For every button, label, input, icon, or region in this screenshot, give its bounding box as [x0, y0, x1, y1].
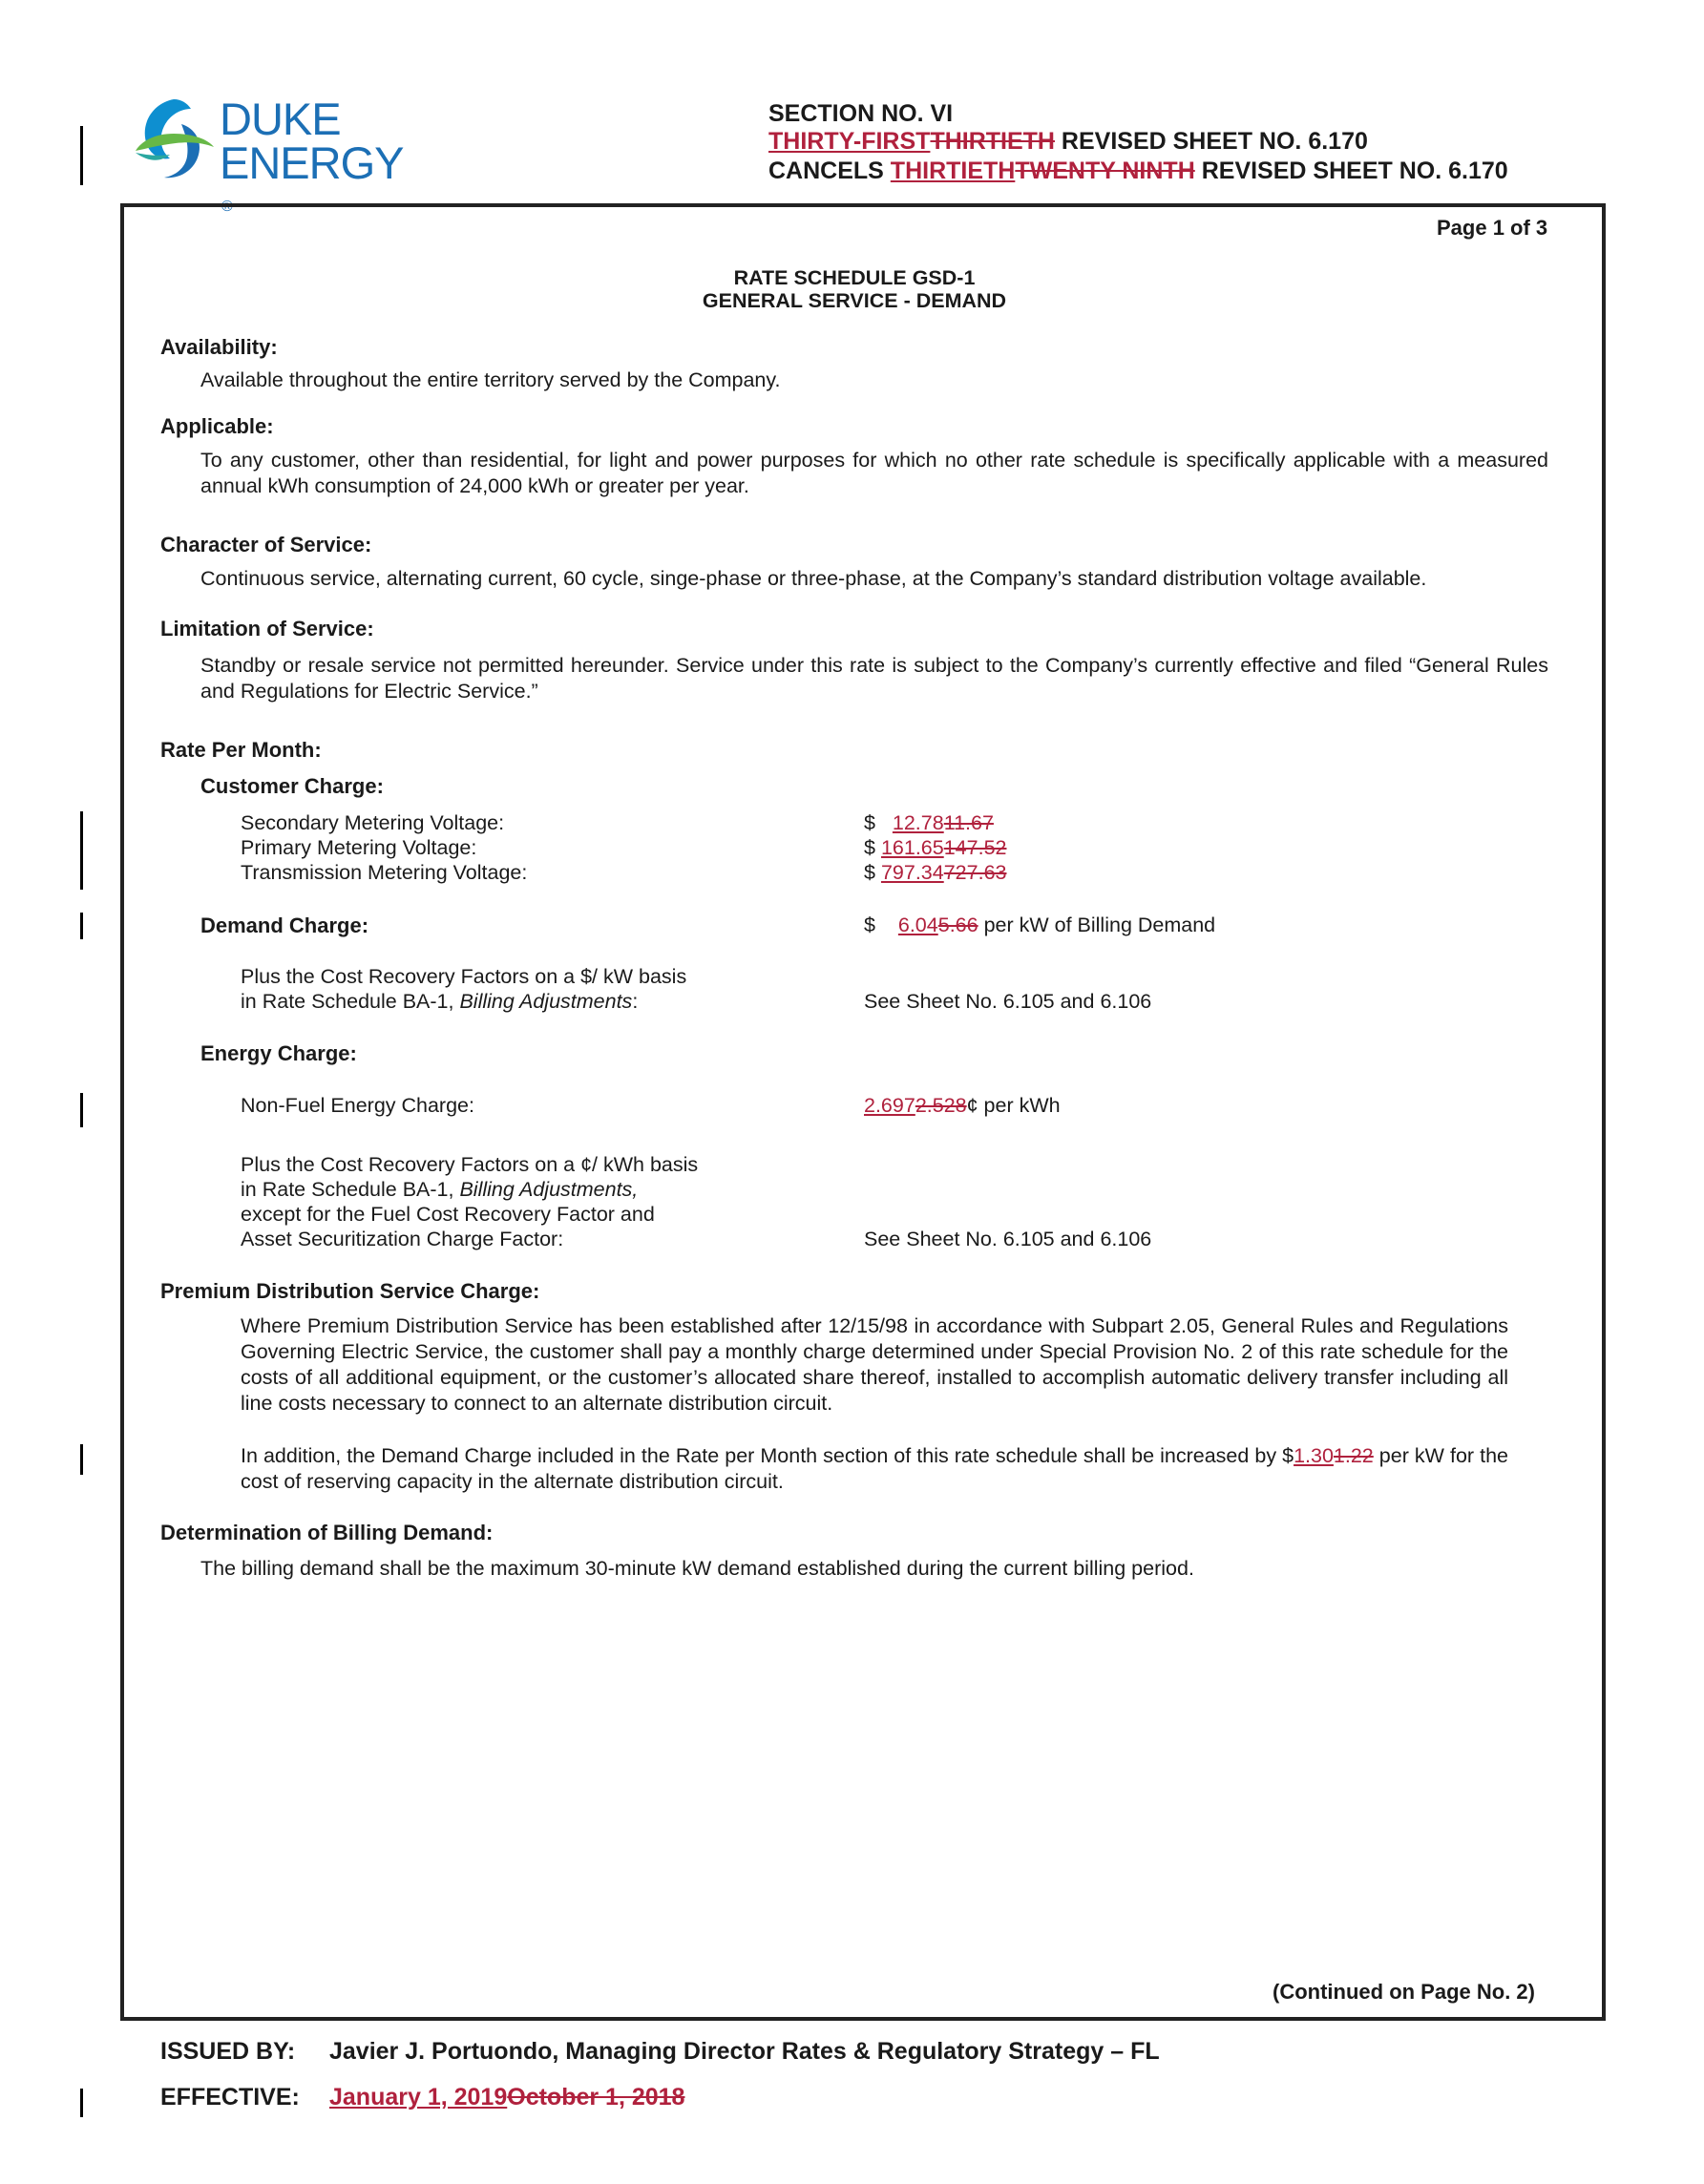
energy-charge-heading: Energy Charge:: [200, 1041, 357, 1065]
primary-label: Primary Metering Voltage:: [241, 836, 477, 859]
sheet-del: THIRTIETH: [930, 128, 1055, 155]
nonfuel-label: Non-Fuel Energy Charge:: [241, 1094, 474, 1117]
page-label: Page 1 of 3: [1437, 216, 1548, 240]
availability-text: Available throughout the entire territory served by the Company.: [200, 368, 781, 391]
logo-line2: ENERGY: [220, 137, 404, 188]
revision-bar: [80, 811, 83, 890]
plus-text: in Rate Schedule BA-1,: [241, 1178, 460, 1201]
demand-see-sheet: See Sheet No. 6.105 and 6.106: [864, 990, 1152, 1013]
effective-label: EFFECTIVE:: [160, 2084, 300, 2110]
energy-unit: ¢ per kWh: [966, 1094, 1061, 1117]
currency-symbol: $: [864, 836, 875, 859]
value-del: 727.63: [943, 861, 1007, 884]
issued-label: ISSUED BY:: [160, 2038, 296, 2065]
value-ins: 2.697: [864, 1094, 915, 1117]
cancels-line: [768, 158, 1508, 185]
transmission-value: [864, 860, 1006, 886]
effective-value: [329, 2084, 684, 2111]
character-text: Continuous service, alternating current, 60 cycle, singe-phase or three-phase, at the Company’s standard distribution voltage available.: [200, 567, 1427, 590]
limitation-text: Standby or resale service not permitted hereunder. Service under this rate is subject to the Company’s currently effective and filed “General Rules and Regulations for Electric Service.”: [200, 654, 1548, 703]
schedule-subtitle: GENERAL SERVICE - DEMAND: [702, 289, 1007, 312]
revision-bar: [80, 1444, 83, 1475]
applicable-text: To any customer, other than residential, for light and power purposes for which no other rate schedule is specifically applicable with a measured annual kWh consumption of 24,000 kWh or greater per year.: [200, 449, 1548, 497]
revision-bar: [80, 2089, 83, 2117]
value-del: 11.67: [943, 811, 994, 834]
value-del: 1.22: [1333, 1444, 1374, 1467]
demand-charge-value: [864, 913, 1215, 938]
premium-para2: [241, 1443, 1508, 1495]
demand-plus-line2: [241, 989, 638, 1015]
demand-plus-line1: Plus the Cost Recovery Factors on a $/ kW basis: [241, 965, 687, 988]
revision-bar: [80, 1093, 83, 1127]
limitation-heading: Limitation of Service:: [160, 617, 374, 640]
duke-energy-logo-icon: [132, 95, 218, 187]
continued-note: (Continued on Page No. 2): [1273, 1980, 1535, 2004]
premium-heading: Premium Distribution Service Charge:: [160, 1279, 540, 1303]
premium-para1: Where Premium Distribution Service has been established after 12/15/98 in accordance with Subpart 2.05, General Rules and Regulations Governing Electric Service, the customer shall pay a monthly charge determined under Special Provision No. 2 of this rate schedule for the costs of all additional equipment, or the customer’s allocated share thereof, installed to accomplish automatic delivery transfer including all line costs necessary to connect to an alternate distribution circuit.: [241, 1314, 1508, 1415]
currency-symbol: $: [864, 914, 875, 936]
secondary-value: [864, 810, 994, 836]
nonfuel-value: [864, 1093, 1061, 1119]
value-ins: 161.65: [880, 836, 944, 859]
value-ins: 797.34: [880, 861, 944, 884]
sheet-line: [768, 128, 1368, 156]
rate-heading: Rate Per Month:: [160, 738, 322, 762]
premium-text: In addition, the Demand Charge included in the Rate per Month section of this rate schedule shall be increased by $: [241, 1444, 1294, 1467]
energy-plus-line4: Asset Securitization Charge Factor:: [241, 1228, 564, 1250]
secondary-label: Secondary Metering Voltage:: [241, 811, 505, 834]
revision-bar: [80, 126, 83, 185]
sheet-ins: THIRTY-FIRST: [768, 128, 931, 155]
effective-del: October 1, 2018: [507, 2084, 685, 2110]
logo-registered: ®: [221, 199, 232, 215]
revision-bar: [80, 913, 83, 939]
billing-demand-heading: Determination of Billing Demand:: [160, 1521, 494, 1544]
energy-plus-line3: except for the Fuel Cost Recovery Factor and: [241, 1203, 655, 1226]
energy-see-sheet: See Sheet No. 6.105 and 6.106: [864, 1228, 1152, 1250]
schedule-title: RATE SCHEDULE GSD-1: [733, 266, 976, 289]
applicable-heading: Applicable:: [160, 414, 274, 438]
duke-energy-logo: [132, 94, 418, 215]
primary-value: [864, 835, 1006, 861]
plus-text: in Rate Schedule BA-1,: [241, 990, 460, 1013]
value-ins: 1.30: [1294, 1444, 1334, 1467]
value-ins: 6.04: [897, 914, 938, 936]
currency-symbol: $: [864, 861, 875, 884]
cancels-ins: THIRTIETH: [890, 158, 1016, 184]
sheet-rest: REVISED SHEET NO. 6.170: [1054, 128, 1368, 155]
billing-demand-text: The billing demand shall be the maximum 30-minute kW demand established during the current billing period.: [200, 1557, 1194, 1580]
cancels-pre: CANCELS: [768, 158, 891, 184]
demand-unit: per kW of Billing Demand: [978, 914, 1216, 936]
energy-plus-line1: Plus the Cost Recovery Factors on a ¢/ kWh basis: [241, 1153, 699, 1176]
premium-text: per kW for the cost of reserving capacity in the alternate distribution circuit.: [241, 1444, 1508, 1493]
energy-plus-line2: [241, 1177, 638, 1203]
value-del: 5.66: [937, 914, 978, 936]
cancels-rest: REVISED SHEET NO. 6.170: [1194, 158, 1508, 184]
section-label: SECTION NO. VI: [768, 100, 954, 127]
logo-line1: DUKE: [220, 94, 341, 144]
plus-italic: Billing Adjustments: [459, 990, 633, 1013]
customer-charge-heading: Customer Charge:: [200, 774, 384, 798]
value-del: 147.52: [943, 836, 1007, 859]
character-heading: Character of Service:: [160, 533, 372, 556]
plus-text: :: [632, 990, 639, 1013]
value-del: 2.528: [915, 1094, 967, 1117]
availability-heading: Availability:: [160, 335, 278, 359]
cancels-del: TWENTY NINTH: [1015, 158, 1195, 184]
transmission-label: Transmission Metering Voltage:: [241, 861, 528, 884]
value-ins: 12.78: [892, 811, 944, 834]
plus-italic: Billing Adjustments,: [459, 1178, 639, 1201]
currency-symbol: $: [864, 811, 875, 834]
demand-charge-heading: Demand Charge:: [200, 914, 369, 937]
issued-value: Javier J. Portuondo, Managing Director Rates & Regulatory Strategy – FL: [329, 2038, 1160, 2065]
effective-ins: January 1, 2019: [329, 2084, 508, 2110]
